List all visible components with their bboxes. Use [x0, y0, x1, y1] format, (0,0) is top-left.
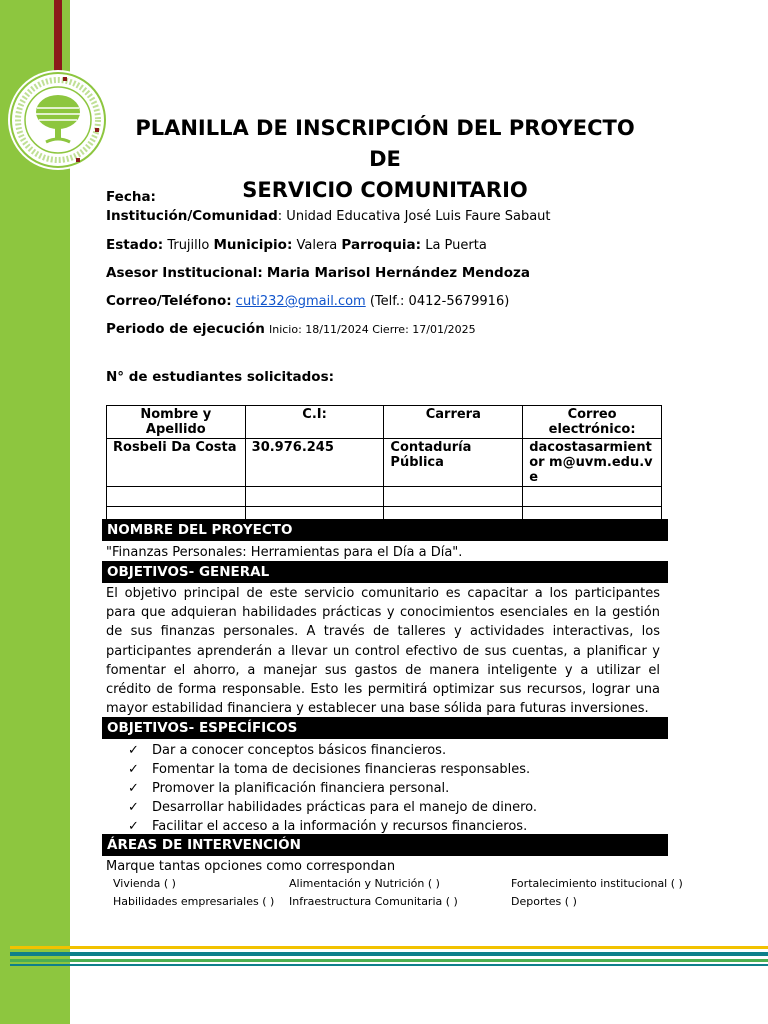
proyecto-section-header: NOMBRE DEL PROYECTO — [102, 519, 668, 541]
list-item — [128, 760, 537, 779]
general-objective-text: El objetivo principal de este servicio comunitario es capacitar a los participantes para que adquieran habilidades prácticas y conocimientos esenciales en la gestión de sus finanzas personales. A través de talleres y actividades interactivas, los participantes aprenderán a llevar un control efectivo de sus cuentas, a planificar y fomentar el ahorro, a manejar sus gastos de manera inteligente y a utilizar el crédito de forma responsable. Esto les permitirá optimizar sus recursos, lograr una mayor estabilidad financiera y establecer una base sólida para futuras inversiones. — [106, 586, 660, 717]
table-row — [107, 439, 662, 487]
check-mark-icon: ✓ — [128, 762, 139, 777]
cell-ci: 30.976.245 — [245, 439, 384, 487]
footer-stripe-green — [10, 959, 768, 962]
municipio-label: Municipio: — [213, 237, 293, 253]
area-option-fortalecimiento[interactable]: Fortalecimiento institucional ( ) — [511, 877, 683, 890]
check-mark-icon: ✓ — [128, 743, 139, 758]
area-option-alimentacion[interactable]: Alimentación y Nutrición ( ) — [289, 877, 440, 890]
parroquia-label: Parroquia: — [341, 237, 422, 253]
especificos-section-header: OBJETIVOS- ESPECÍFICOS — [102, 717, 668, 739]
footer-stripe-teal — [10, 952, 768, 956]
estudiantes-label: N° de estudiantes solicitados: — [106, 369, 335, 385]
header-ci: C.I: — [245, 406, 384, 439]
estudiantes-row — [106, 369, 334, 385]
university-seal-tree-icon — [6, 68, 110, 172]
table-header-row — [107, 406, 662, 439]
list-item-text: Desarrollar habilidades prácticas para el manejo de dinero. — [152, 800, 538, 815]
correo-label: Correo/Teléfono: — [106, 293, 232, 309]
list-item-text: Promover la planificación financiera personal. — [152, 781, 450, 796]
areas-section-header: ÁREAS DE INTERVENCIÓN — [102, 834, 668, 856]
especificos-list — [128, 741, 537, 836]
fecha-row — [106, 189, 156, 205]
institucion-row — [106, 208, 551, 224]
cell-carrera[interactable] — [384, 487, 523, 507]
title-line-2: SERVICIO COMUNITARIO — [242, 178, 528, 202]
list-item — [128, 741, 537, 760]
proyecto-value: "Finanzas Personales: Herramientas para el Día a Día". — [106, 545, 463, 560]
general-section-header: OBJETIVOS- GENERAL — [102, 561, 668, 583]
correo-row — [106, 293, 509, 309]
institucion-value: : Unidad Educativa José Luis Faure Sabaut — [277, 209, 551, 224]
area-option-infraestructura[interactable]: Infraestructura Comunitaria ( ) — [289, 895, 458, 908]
estado-value: Trujillo — [167, 238, 210, 253]
area-option-habilidades[interactable]: Habilidades empresariales ( ) — [113, 895, 275, 908]
header-nombre: Nombre y Apellido — [107, 406, 246, 439]
list-item — [128, 798, 537, 817]
list-item-text: Dar a conocer conceptos básicos financieros. — [152, 743, 447, 758]
cell-nombre: Rosbeli Da Costa — [107, 439, 246, 487]
table-row — [107, 487, 662, 507]
asesor-label: Asesor Institucional: — [106, 265, 263, 281]
asesor-row — [106, 265, 530, 281]
cell-nombre[interactable] — [107, 487, 246, 507]
cell-correo[interactable] — [523, 487, 662, 507]
students-table — [106, 405, 662, 527]
list-item-text: Facilitar el acceso a la información y recursos financieros. — [152, 819, 528, 834]
periodo-row — [106, 321, 476, 337]
cell-correo: dacostasarmientor m@uvm.edu.ve — [523, 439, 662, 487]
asesor-value: Maria Marisol Hernández Mendoza — [266, 265, 530, 281]
email-link[interactable]: cuti232@gmail.com — [235, 294, 366, 309]
cell-ci[interactable] — [245, 487, 384, 507]
header-correo: Correo electrónico: — [523, 406, 662, 439]
page-title — [120, 113, 650, 206]
check-mark-icon: ✓ — [128, 781, 139, 796]
footer-stripe-yellow — [10, 946, 768, 949]
municipio-value: Valera — [296, 238, 338, 253]
area-option-vivienda[interactable]: Vivienda ( ) — [113, 877, 176, 890]
periodo-value: Inicio: 18/11/2024 Cierre: 17/01/2025 — [268, 323, 476, 336]
estado-label: Estado: — [106, 237, 164, 253]
phone-value: (Telf.: 0412-5679916) — [369, 294, 510, 309]
list-item-text: Fomentar la toma de decisiones financieras responsables. — [152, 762, 531, 777]
parroquia-value: La Puerta — [425, 238, 487, 253]
check-mark-icon: ✓ — [128, 819, 139, 834]
periodo-label: Periodo de ejecución — [106, 321, 265, 337]
list-item — [128, 779, 537, 798]
footer-stripe-teal-thin — [10, 964, 768, 966]
header-carrera: Carrera — [384, 406, 523, 439]
area-option-deportes[interactable]: Deportes ( ) — [511, 895, 577, 908]
check-mark-icon: ✓ — [128, 800, 139, 815]
fecha-label: Fecha: — [106, 189, 156, 205]
areas-instruction: Marque tantas opciones como correspondan — [106, 859, 396, 874]
location-row — [106, 237, 487, 253]
institucion-label: Institución/Comunidad — [106, 208, 278, 224]
title-line-1: PLANILLA DE INSCRIPCIÓN DEL PROYECTO DE — [135, 116, 635, 171]
cell-carrera: Contaduría Pública — [384, 439, 523, 487]
